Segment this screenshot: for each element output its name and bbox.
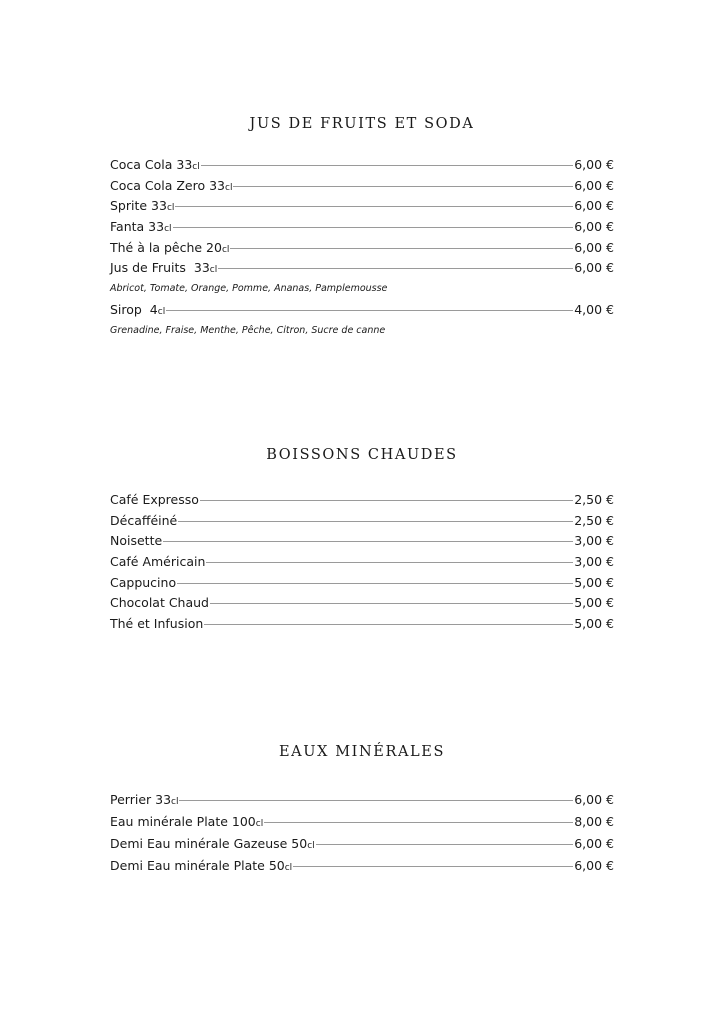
dot-leader — [264, 822, 573, 823]
dot-leader — [233, 186, 573, 187]
section-juices-sodas — [110, 114, 614, 341]
dot-leader — [200, 500, 573, 501]
menu-item — [110, 855, 614, 877]
menu-item — [110, 155, 614, 176]
item-price: 5,00 € — [574, 595, 614, 611]
dot-leader — [163, 541, 573, 542]
item-name: Café Américain — [110, 554, 206, 570]
dot-leader — [201, 165, 574, 166]
section-mineral-waters — [110, 742, 614, 877]
item-price: 3,00 € — [574, 554, 614, 570]
dot-leader — [178, 521, 573, 522]
dot-leader — [293, 866, 573, 867]
item-name: Cappucino — [110, 574, 177, 590]
section-hot-drinks — [110, 445, 614, 635]
item-price: 2,50 € — [574, 492, 614, 507]
item-price: 5,00 € — [574, 574, 614, 590]
menu-item — [110, 593, 614, 614]
item-price: 6,00 € — [574, 858, 614, 873]
item-name: Thé à la pêche 20cl — [110, 239, 230, 255]
menu-item — [110, 176, 614, 197]
item-price: 6,00 € — [574, 198, 614, 214]
menu-item — [110, 614, 614, 635]
menu-list — [110, 155, 614, 341]
item-price: 6,00 € — [574, 792, 614, 807]
menu-list — [110, 789, 614, 877]
dot-leader — [206, 562, 573, 563]
item-name: Thé et Infusion — [110, 616, 204, 632]
menu-item — [110, 833, 614, 855]
item-price: 6,00 € — [574, 157, 614, 172]
menu-item — [110, 573, 614, 594]
menu-item — [110, 789, 614, 811]
menu-item — [110, 552, 614, 573]
item-name: Coca Cola 33cl — [110, 157, 200, 172]
dot-leader — [179, 800, 573, 801]
menu-list — [110, 490, 614, 635]
dot-leader — [175, 206, 573, 207]
section-title: EAUX MINÉRALES — [279, 744, 445, 760]
item-name: Noisette — [110, 533, 163, 549]
item-price: 5,00 € — [574, 616, 614, 632]
menu-item — [110, 196, 614, 217]
item-price: 6,00 € — [574, 177, 614, 193]
item-price: 8,00 € — [574, 814, 614, 829]
item-name: Perrier 33cl — [110, 792, 179, 807]
menu-item-sirop — [110, 300, 614, 321]
item-price: 6,00 € — [574, 836, 614, 851]
menu-item — [110, 531, 614, 552]
item-name: Décafféiné — [110, 512, 178, 528]
item-price: 6,00 € — [574, 260, 614, 276]
item-name: Jus de Fruits 33cl — [110, 260, 218, 276]
menu-item — [110, 217, 614, 238]
item-name: Demi Eau minérale Gazeuse 50cl — [110, 836, 315, 851]
dot-leader — [210, 603, 573, 604]
dot-leader — [166, 310, 573, 311]
section-title: BOISSONS CHAUDES — [266, 447, 458, 463]
dot-leader — [177, 583, 573, 584]
item-name: Fanta 33cl — [110, 219, 172, 235]
dot-leader — [173, 227, 574, 228]
menu-item — [110, 511, 614, 532]
dot-leader — [316, 844, 574, 845]
item-price: 6,00 € — [574, 239, 614, 255]
dot-leader — [218, 268, 573, 269]
juice-flavors-note: Abricot, Tomate, Orange, Pomme, Ananas, Pamplemousse — [110, 283, 388, 295]
dot-leader — [230, 248, 573, 249]
item-price: 6,00 € — [574, 219, 614, 235]
section-title: JUS DE FRUITS ET SODA — [249, 116, 475, 132]
item-price: 2,50 € — [574, 512, 614, 528]
sirop-flavors-note: Grenadine, Fraise, Menthe, Pêche, Citron, Sucre de canne — [110, 324, 386, 336]
menu-item — [110, 238, 614, 259]
item-name: Demi Eau minérale Plate 50cl — [110, 858, 293, 873]
menu-item — [110, 811, 614, 833]
dot-leader — [204, 624, 573, 625]
item-name: Chocolat Chaud — [110, 595, 209, 611]
menu-item — [110, 490, 614, 511]
item-name: Café Expresso — [110, 492, 199, 507]
menu-item — [110, 258, 614, 279]
item-price: 4,00 € — [574, 301, 614, 317]
item-name: Sirop 4cl — [110, 301, 166, 317]
item-price: 3,00 € — [574, 533, 614, 549]
item-name: Sprite 33cl — [110, 198, 175, 214]
item-name: Coca Cola Zero 33cl — [110, 177, 233, 193]
item-name: Eau minérale Plate 100cl — [110, 814, 264, 829]
